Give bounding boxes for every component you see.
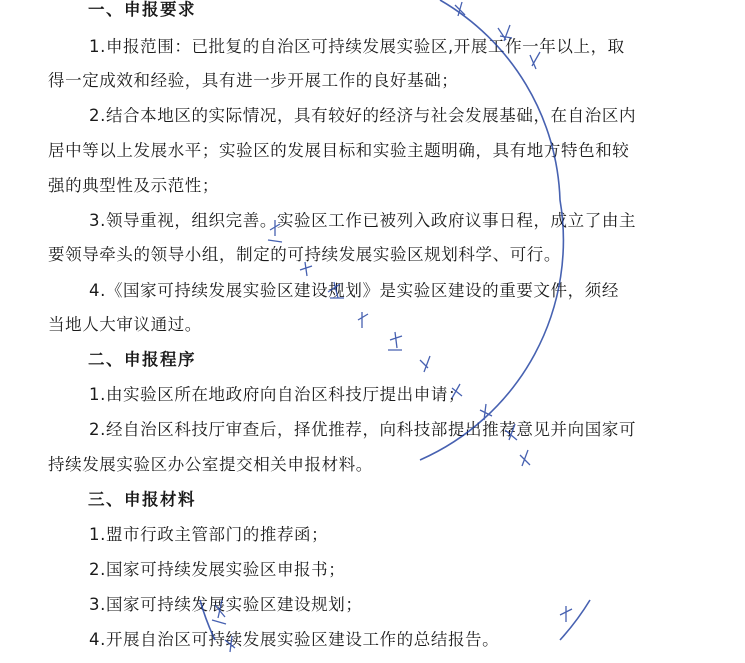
list-item: 2.国家可持续发展实验区申报书； (89, 560, 346, 579)
paragraph-line: 强的典型性及示范性； (48, 176, 219, 195)
list-item: 1.盟市行政主管部门的推荐函； (89, 525, 329, 544)
paragraph-line: 持续发展实验区办公室提交相关申报材料。 (48, 455, 373, 474)
paragraph-line: 2.经自治区科技厅审查后，择优推荐，向科技部提出推荐意见并向国家可 (89, 420, 637, 439)
list-item: 4.开展自治区可持续发展实验区建设工作的总结报告。 (89, 630, 500, 649)
paragraph-line: 当地人大审议通过。 (48, 315, 202, 334)
paragraph-line: 要领导牵头的领导小组，制定的可持续发展实验区规划科学、可行。 (48, 245, 561, 264)
paragraph-line: 1.由实验区所在地政府向自治区科技厅提出申请； (89, 385, 466, 404)
list-item: 3.国家可持续发展实验区建设规划； (89, 595, 363, 614)
paragraph-line: 3.领导重视，组织完善。实验区工作已被列入政府议事日程，成立了由主 (89, 211, 637, 230)
paragraph-line: 1.申报范围：已批复的自治区可持续发展实验区,开展工作一年以上，取 (89, 37, 625, 56)
section-heading-procedure: 二、申报程序 (88, 350, 196, 369)
paragraph-line: 居中等以上发展水平；实验区的发展目标和实验主题明确，具有地方特色和较 (48, 141, 630, 160)
section-heading-requirements: 一、申报要求 (88, 0, 196, 19)
paragraph-line: 得一定成效和经验，具有进一步开展工作的良好基础； (48, 71, 459, 90)
paragraph-line: 4.《国家可持续发展实验区建设规划》是实验区建设的重要文件，须经 (89, 281, 619, 300)
section-heading-materials: 三、申报材料 (88, 490, 196, 509)
paragraph-line: 2.结合本地区的实际情况，具有较好的经济与社会发展基础，在自治区内 (89, 106, 637, 125)
